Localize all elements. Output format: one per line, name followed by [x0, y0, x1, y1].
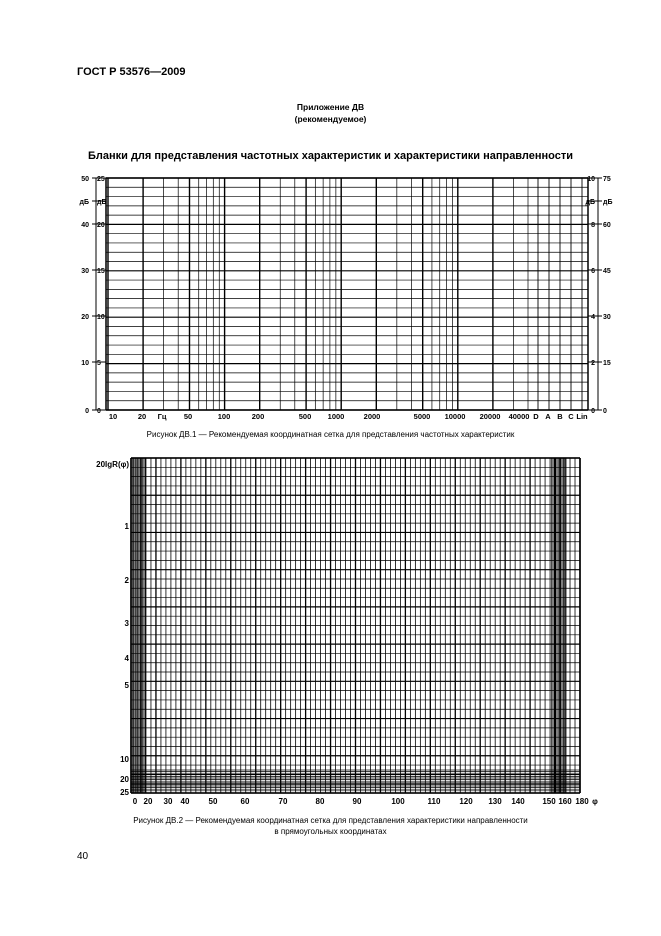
- frequency-response-grid: [80, 176, 613, 421]
- figure2-caption: [0, 815, 661, 837]
- x-tick-label: 180: [575, 797, 589, 806]
- left-scale-inner-label: 5: [97, 360, 101, 367]
- x-tick-label: 160: [558, 797, 572, 806]
- left-scale-outer-label: 20: [81, 314, 89, 321]
- x-tick-label: 150: [542, 797, 556, 806]
- y-tick-label: 10: [120, 755, 129, 764]
- figure1-caption: Рисунок ДВ.1 — Рекомендуемая координатная сетка для представления частотных характеристик: [146, 430, 515, 439]
- x-tick-label: 20: [143, 797, 153, 806]
- appendix-title: Приложение ДВ: [296, 102, 365, 112]
- left-scale-outer-label: 40: [81, 222, 89, 229]
- x-tick-label: 20000: [479, 412, 501, 421]
- x-tick-label: 1000: [327, 412, 345, 421]
- x-tick-label: 500: [298, 412, 312, 421]
- x-tick-label: 2000: [363, 412, 381, 421]
- x-tick-label: 80: [315, 797, 325, 806]
- right-scale-inner-label: 30: [603, 314, 611, 321]
- x-tick-label: 130: [488, 797, 502, 806]
- y-tick-label: 20: [120, 775, 129, 784]
- x-tick-label: 120: [459, 797, 473, 806]
- x-tick-label: C: [568, 412, 574, 421]
- x-tick-label: 60: [240, 797, 250, 806]
- right-scale-outer-label: 10: [587, 176, 595, 183]
- right-scale-inner-label: 0: [603, 408, 607, 415]
- left-scale-inner-label: 20: [97, 222, 105, 229]
- left-scale-outer-label: 10: [81, 360, 89, 367]
- x-tick-label: B: [557, 412, 563, 421]
- x-tick-label: 20: [137, 412, 147, 421]
- figure2-caption-line1: Рисунок ДВ.2 — Рекомендуемая координатная сетка для представления характеристики направленности: [133, 816, 528, 825]
- right-scale-inner-label: 75: [603, 176, 611, 183]
- left-scale-outer-label: 30: [81, 268, 89, 275]
- x-tick-label: 30: [163, 797, 173, 806]
- y-tick-label: 3: [124, 619, 129, 628]
- right-scale-inner-label: 15: [603, 360, 611, 367]
- x-tick-label: 40000: [508, 412, 530, 421]
- x-tick-label: 70: [278, 797, 288, 806]
- left-scale-outer-label: 0: [85, 408, 89, 415]
- x-tick-label: 5000: [413, 412, 431, 421]
- x-tick-label: A: [545, 412, 551, 421]
- right-scale-inner-label: дБ: [603, 199, 613, 206]
- x-tick-label: 100: [217, 412, 231, 421]
- y-tick-label: 1: [124, 522, 129, 531]
- x-tick-label: 140: [511, 797, 525, 806]
- right-scale-inner-label: 60: [603, 222, 611, 229]
- section-title: Бланки для представления частотных характеристик и характеристики направленности: [87, 150, 574, 162]
- right-scale-outer-label: 2: [591, 360, 595, 367]
- left-scale-inner-label: дБ: [97, 199, 107, 206]
- x-tick-label: 50: [208, 797, 218, 806]
- document-header: ГОСТ Р 53576—2009: [77, 66, 186, 78]
- right-scale-outer-label: 8: [591, 222, 595, 229]
- left-scale-inner-label: 0: [97, 408, 101, 415]
- x-tick-label: 10: [108, 412, 118, 421]
- y-tick-label: 4: [124, 654, 129, 663]
- y-tick-label: 25: [120, 788, 129, 797]
- left-scale-outer-label: дБ: [79, 199, 89, 206]
- x-tick-label: 110: [427, 797, 441, 806]
- x-tick-label: Гц: [157, 412, 167, 421]
- left-scale-inner-label: 25: [97, 176, 105, 183]
- left-scale-outer-label: 50: [81, 176, 89, 183]
- x-tick-label: 10000: [444, 412, 466, 421]
- x-tick-label: 0: [132, 797, 138, 806]
- appendix-subtitle: (рекомендуемое): [294, 114, 367, 124]
- right-scale-inner-label: 45: [603, 268, 611, 275]
- right-scale-outer-label: 4: [591, 314, 595, 321]
- page-number: 40: [77, 851, 89, 862]
- y-tick-label: 5: [124, 681, 129, 690]
- x-tick-label: 200: [251, 412, 265, 421]
- x-tick-label: 50: [183, 412, 193, 421]
- right-scale-outer-label: 0: [591, 408, 595, 415]
- left-scale-inner-label: 15: [97, 268, 105, 275]
- x-tick-label: 90: [352, 797, 362, 806]
- left-scale-inner-label: 10: [97, 314, 105, 321]
- x-tick-label: 100: [391, 797, 405, 806]
- x-tick-label: D: [533, 412, 539, 421]
- x-axis-label: φ: [592, 797, 598, 806]
- figure2-caption-line2: в прямоугольных координатах: [274, 827, 387, 836]
- right-scale-outer-label: дБ: [585, 199, 595, 206]
- directivity-grid: [96, 458, 598, 806]
- x-tick-label: Lin: [576, 412, 588, 421]
- x-tick-label: 40: [180, 797, 190, 806]
- y-axis-label: 20lgR(φ): [96, 460, 129, 469]
- y-tick-label: 2: [124, 576, 129, 585]
- right-scale-outer-label: 6: [591, 268, 595, 275]
